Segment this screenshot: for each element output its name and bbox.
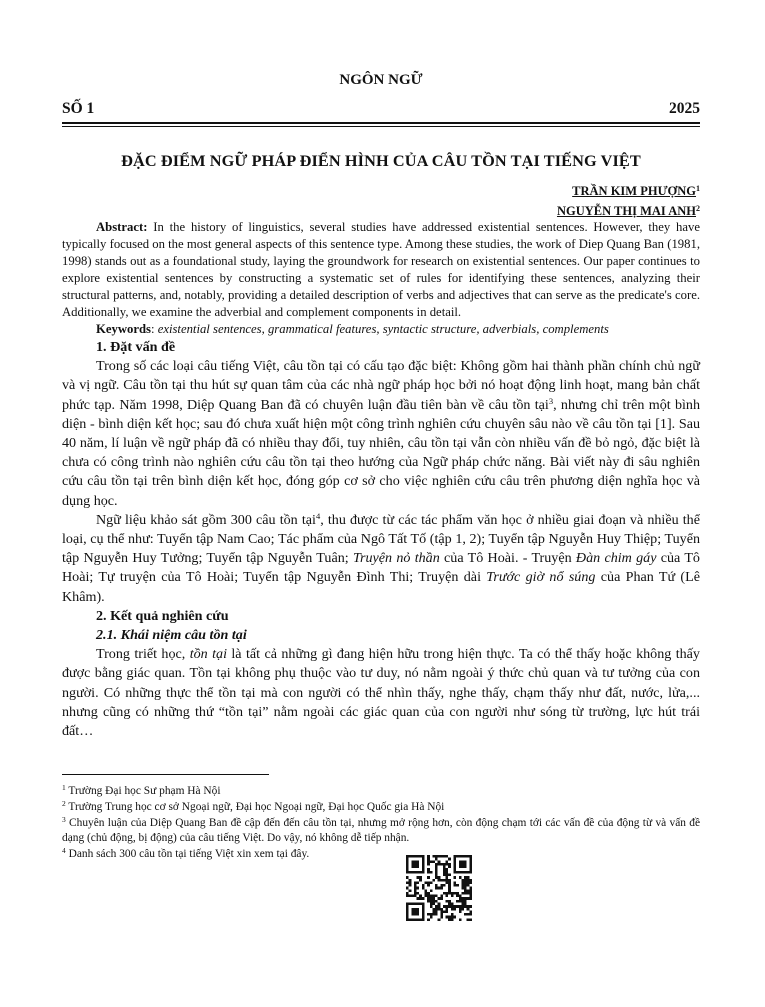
author-footnote-ref: 1: [696, 184, 700, 193]
issue-number: SỐ 1: [62, 100, 95, 117]
issue-year: 2025: [669, 100, 700, 117]
keywords-text: existential sentences, grammatical features, syntactic structure, adverbials, complements: [157, 322, 609, 336]
section-1-heading: 1. Đặt vấn đề: [96, 339, 176, 355]
article-body: [62, 219, 700, 741]
author-1: [557, 180, 700, 200]
abstract-label: Abstract:: [96, 220, 148, 234]
section-2-1-subheading: 2.1. Khái niệm câu tồn tại: [96, 627, 247, 644]
abstract-text: In the history of linguistics, several studies have addressed existential sentences. However, they have typically focused on the most general aspects of this sentence type. Among these studies, the work of Diep Quang Ban (1981, 1998) stands out as a foundational study, laying the groundwork for research on existential sentences. Our paper continues to explore existential sentences by constructing a systematic set of rules for identifying these sentences, analyzing their structural patterns, and, notably, providing a detailed description of verbs and adjectives that can serve as the predicate's core. Additionally, we examine the adverbial and complement components in detail.: [62, 220, 700, 319]
author-name: TRẦN KIM PHƯỢNG: [572, 184, 696, 198]
author-list: [557, 180, 700, 220]
book-title: Trước giờ nổ súng: [486, 569, 596, 586]
footnote-ref: 4: [315, 510, 321, 521]
author-footnote-ref: 2: [696, 204, 700, 213]
qr-code-icon[interactable]: [406, 855, 472, 921]
section-1-paragraph-1: Trong số các loại câu tiếng Việt, câu tồn tại có cấu tạo đặc biệt: Không gồm hai thành phần chính chủ ngữ và vị ngữ. Câu tồn tại thu hút sự quan tâm của các nhà ngữ pháp học bởi nó hoạt động linh hoạt, mang bản chất phức tạp. Năm 1998, Diệp Quang Ban đã có chuyên luận đầu tiên bàn về câu tồn tại$^3$, nhưng chỉ trên một bình diện - bình diện kết học; sau đó chưa xuất hiện một công trình nghiên cứu chuyên sâu nào về câu tồn tại [1]. Sau 40 năm, lí luận về ngữ pháp đã có nhiều thay đổi, tuy nhiên, câu tồn tại vẫn còn nhiều vấn đề bỏ ngỏ, đặc biệt là chưa có công trình nào nghiên cứu câu tồn tại theo hướng của Ngữ pháp chức năng. Bài viết này đi sâu nghiên cứu câu tồn tại trên bình diện kết học, đóng góp cơ sở cho việc nghiên cứu câu trên phương diện nghĩa học và dụng học.: [62, 358, 701, 509]
issue-row: [62, 100, 700, 118]
footnote-ref: 3: [548, 395, 554, 406]
keywords-label: Keywords: [96, 322, 151, 336]
header-rule-thick: [62, 122, 700, 124]
section-1-paragraph-2: Ngữ liệu khảo sát gồm 300 câu tồn tại$^4$, thu được từ các tác phẩm văn học ở nhiều giai đoạn và nhiều thể loại, cụ thể như: Tuyển tập Nam Cao; Tác phẩm của Ngô Tất Tố (tập 1, 2); Tuyển tập Nguyễn Huy Thiệp; Tuyển tập Nguyễn Huy Tưởng; Tuyển tập Nguyễn Tuân; Truyện nỏ thần của Tô Hoài. - Truyện Đàn chim gáy của Tô Hoài; Tự truyện của Tô Hoài; Tuyển tập Nguyễn Đình Thi; Truyện dài Trước giờ nổ súng của Phan Tứ (Lê Khâm).: [62, 510, 700, 605]
author-2: [557, 200, 700, 220]
footnotes: [62, 784, 700, 863]
header-rule-thin: [62, 126, 700, 127]
book-title: Đàn chim gáy: [575, 550, 657, 567]
term: tồn tại: [189, 646, 227, 663]
article-title: ĐẶC ĐIỂM NGỮ PHÁP ĐIỂN HÌNH CỦA CÂU TỒN TẠI TIẾNG VIỆT: [121, 151, 641, 170]
footnote-4: $^4$ Danh sách 300 câu tồn tại tiếng Việt xin xem tại đây.: [62, 846, 310, 861]
author-name: NGUYỄN THỊ MAI ANH: [556, 204, 696, 218]
journal-name: NGÔN NGỮ: [339, 72, 423, 88]
section-2-paragraph-1: Trong triết học, tồn tại là tất cả những gì đang hiện hữu trong hiện thực. Ta có thể thấy hoặc không thấy được bằng giác quan. Tồn tại không phụ thuộc vào tư duy, nó nằm ngoài ý thức chủ quan và tư tưởng của con người. Có những thực thể tồn tại mà con người có thể nhìn thấy, nghe thấy, chạm thấy như đất, nước, lửa,... nhưng cũng có những thứ “tồn tại” nằm ngoài các giác quan của con người như sóng từ trường, lực hút trái đất…: [62, 646, 700, 740]
keywords: Keywords: existential sentences, grammatical features, syntactic structure, adverbials, complements: [96, 322, 609, 336]
book-title: Truyện nỏ thần: [352, 550, 440, 567]
footnote-separator: [62, 774, 269, 775]
abstract: [62, 219, 700, 321]
footnote-1: $^1$ Trường Đại học Sư phạm Hà Nội: [62, 783, 221, 797]
section-2-heading: 2. Kết quả nghiên cứu: [96, 607, 229, 624]
footnote-2: $^2$ Trường Trung học cơ sở Ngoại ngữ, Đại học Ngoại ngữ, Đại học Quốc gia Hà Nội: [62, 798, 445, 813]
footnote-3: $^3$ Chuyên luận của Diệp Quang Ban đề cập đến đến câu tồn tại, nhưng mở rộng hơn, còn động chạm tới các vấn đề của động từ và vấn đề dạng (chủ động, bị động) của câu tiếng Việt. Do vậy, nó không dễ tiếp nhận.: [62, 814, 700, 845]
